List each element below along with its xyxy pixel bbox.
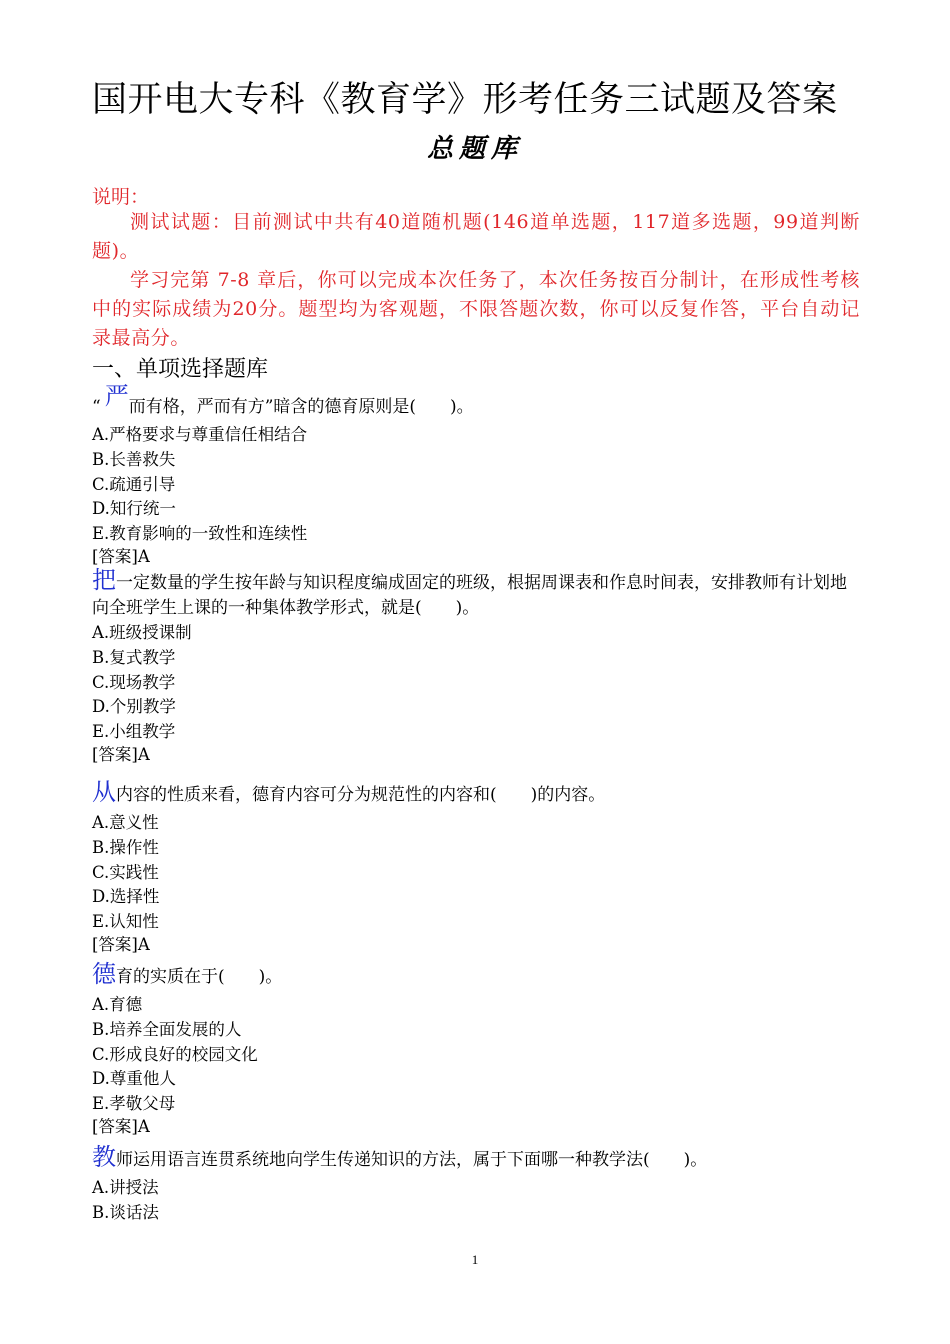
question-stem [92, 776, 862, 811]
option-a: A.班级授课制 [92, 623, 192, 642]
drop-cap: 教 [92, 1143, 116, 1171]
option-b: B.培养全面发展的人 [92, 1019, 242, 1039]
answer-line: [答案]A [92, 744, 150, 764]
option-a: A.严格要求与尊重信任相结合 [92, 425, 308, 444]
answer-line: [答案]A [92, 546, 150, 566]
drop-cap: 从 [92, 778, 116, 806]
question-block [92, 958, 862, 1137]
question-text: 师运用语言连贯系统地向学生传递知识的方法，属于下面哪一种教学法( )。 [116, 1150, 708, 1170]
question-text: 而有格，严而有方”暗含的德育原则是( )。 [128, 397, 474, 417]
option-c: C.形成良好的校园文化 [92, 1044, 258, 1064]
document-subtitle: 总题库 [426, 134, 523, 164]
option-d: D.个别教学 [92, 697, 176, 717]
option-d: D.选择性 [92, 887, 160, 907]
option-c: C.疏通引导 [92, 474, 176, 494]
question-text: 内容的性质来看，德育内容可分为规范性的内容和( )的内容。 [116, 785, 606, 805]
option-a: A.讲授法 [92, 1178, 159, 1197]
question-text: 一定数量的学生按年龄与知识程度编成固定的班级，根据周课表和作息时间表，安排教师有计划地向全班学生上课的一种集体教学形式，就是( )。 [92, 573, 847, 618]
question-block [92, 568, 862, 765]
option-b: B.谈话法 [92, 1202, 159, 1222]
note-paragraph-2: 学习完第 7-8 章后，你可以完成本次任务了，本次任务按百分制计，在形成性考核中的实际成绩为20分。题型均为客观题，不限答题次数，你可以反复作答，平台自动记录最高分。 [92, 269, 860, 349]
option-d: D.尊重他人 [92, 1069, 176, 1089]
question-block [92, 776, 862, 955]
note-heading: 说明： [92, 186, 150, 208]
question-block [92, 1141, 862, 1226]
page-number: 1 [471, 1252, 479, 1267]
note-paragraph-1: 测试试题：目前测试中共有40道随机题(146道单选题，117道多选题，99道判断题)。 [92, 211, 860, 262]
option-c: C.现场教学 [92, 672, 176, 692]
drop-cap: 德 [92, 960, 116, 988]
option-b: B.复式教学 [92, 647, 176, 667]
question-stem [92, 958, 862, 993]
document-title: 国开电大专科《教育学》形考任务三试题及答案 [92, 80, 838, 120]
option-e: E.孝敬父母 [92, 1094, 176, 1114]
section-heading: 一、单项选择题库 [92, 357, 269, 382]
option-a: A.育德 [92, 995, 143, 1014]
option-d: D.知行统一 [92, 499, 176, 519]
question-prefix: “ [92, 397, 101, 417]
question-stem [92, 1141, 862, 1176]
option-b: B.操作性 [92, 837, 159, 857]
drop-cap: 把 [92, 566, 116, 594]
question-block [92, 382, 862, 567]
answer-line: [答案]A [92, 934, 150, 954]
option-b: B.长善救失 [92, 449, 176, 469]
option-e: E.小组教学 [92, 722, 176, 742]
answer-line: [答案]A [92, 1116, 150, 1136]
question-stem [92, 382, 862, 423]
question-stem [92, 568, 862, 621]
option-a: A.意义性 [92, 813, 159, 832]
question-text: 育的实质在于( )。 [116, 967, 283, 987]
option-c: C.实践性 [92, 862, 159, 882]
option-e: E.认知性 [92, 912, 159, 932]
option-e: E.教育影响的一致性和连续性 [92, 524, 308, 544]
drop-cap: 严 [104, 382, 129, 410]
